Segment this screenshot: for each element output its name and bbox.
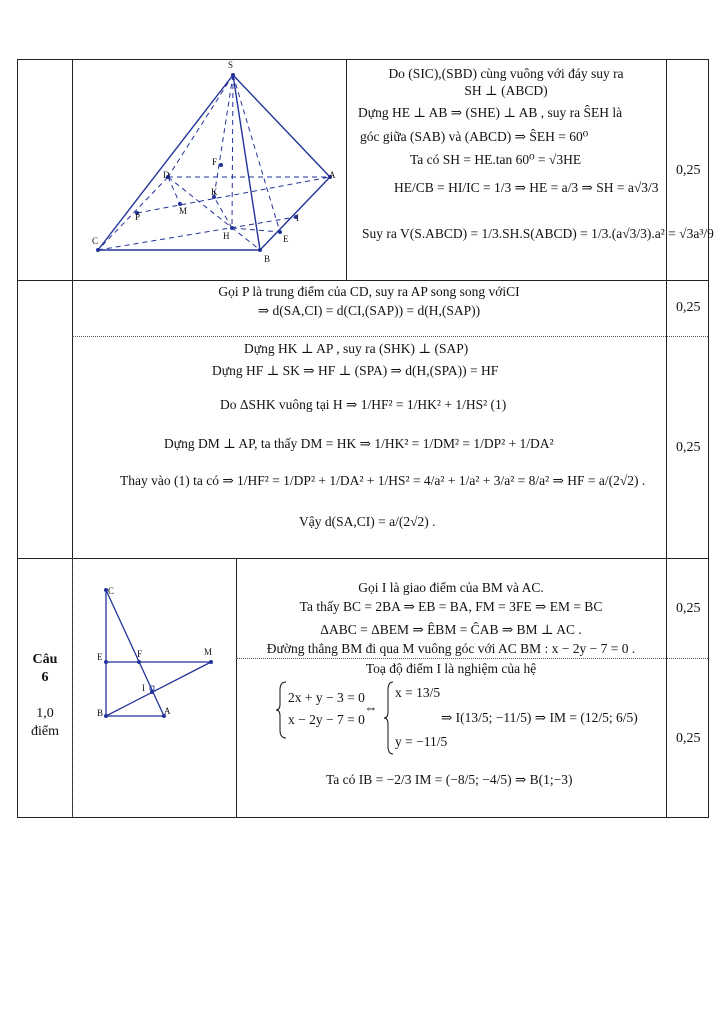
label-B2: B	[97, 708, 104, 718]
dotted-divider-row2	[72, 336, 708, 337]
col-divider-score	[666, 59, 667, 818]
cau6-part1-line-2: Ta thấy BC = 2BA ⇒ EB = BA, FM = 3FE ⇒ EM = BC	[299, 599, 603, 614]
table-bottom-border	[17, 817, 708, 818]
row1-line-1: Do (SIC),(SBD) cùng vuông với đáy suy ra	[388, 66, 624, 81]
figure-divider-row1	[346, 59, 347, 280]
label-F2: F	[137, 649, 143, 659]
equivalence-symbol: ⇔	[364, 700, 378, 715]
label-K: K	[211, 187, 218, 197]
edge-HK	[214, 197, 232, 228]
cau6-part1-line-3: ΔABC = ΔBEM ⇒ ÊBM = ĈAB ⇒ BM ⊥ AC .	[320, 622, 582, 637]
label-M2: M	[204, 647, 213, 657]
system-eq-1: 2x + y − 3 = 0	[288, 690, 365, 705]
row2-score: 0,25	[676, 300, 701, 315]
row1-line-7: Suy ra V(S.ABCD) = 1/3.SH.S(ABCD) = 1/3.(a√3/3).a² = √3a³/9	[362, 226, 714, 241]
question-points-line-1: 1,0	[36, 706, 54, 721]
label-E: E	[283, 234, 289, 244]
row1-line-3: Dựng HE ⊥ AB ⇒ (SHE) ⊥ AB , suy ra ŜEH là	[358, 105, 623, 120]
label-E2: E	[97, 652, 103, 662]
edge-DM	[168, 177, 180, 204]
label-C2: C	[108, 586, 115, 596]
cau6-part1-line-4: Đường thẳng BM đi qua M vuông góc với AC BM : x − 2y − 7 = 0 .	[266, 641, 636, 656]
solution-x: x = 13/5	[395, 685, 441, 700]
row1-line-4: góc giữa (SAB) và (ABCD) ⇒ ŜEH = 60⁰	[360, 129, 589, 144]
row1-line-2: SH ⊥ (ABCD)	[464, 83, 548, 98]
row2-line-1: Gọi P là trung điểm của CD, suy ra AP song song vớiCI	[218, 284, 520, 299]
row3-line-1: Dựng HK ⊥ AP , suy ra (SHK) ⊥ (SAP)	[244, 341, 469, 356]
row1-line-5: Ta có SH = HE.tan 60⁰ = √3HE	[410, 152, 582, 167]
label-C: C	[92, 236, 99, 246]
label-H: H	[223, 231, 230, 241]
segment-BM	[106, 662, 211, 716]
row1-score: 0,25	[676, 163, 701, 178]
table-left-border	[17, 59, 18, 818]
label-I2: I	[142, 683, 145, 693]
question-title-line-2: 6	[41, 670, 49, 685]
solution-y: y = −11/5	[395, 734, 448, 749]
label-F: F	[212, 157, 218, 167]
row3-line-4: Dựng DM ⊥ AP, ta thấy DM = HK ⇒ 1/HK² = 1/DM² = 1/DP² + 1/DA²	[164, 436, 554, 451]
point-B-result: Ta có IB = −2/3 IM = (−8/5; −4/5) ⇒ B(1;−3)	[326, 772, 573, 787]
row3-line-6: Vậy d(SA,CI) = a/(2√2) .	[299, 514, 436, 529]
row3-line-2: Dựng HF ⊥ SK ⇒ HF ⊥ (SPA) ⇒ d(H,(SPA)) = HF	[212, 363, 499, 378]
point-I-result: ⇒ I(13/5; −11/5) ⇒ IM = (12/5; 6/5)	[441, 710, 638, 725]
label-A: A	[329, 170, 336, 180]
edge-CI	[98, 217, 296, 250]
edge-SE	[233, 75, 280, 232]
label-A2: A	[164, 706, 171, 716]
edge-SB	[233, 75, 260, 250]
cau6-part1-score: 0,25	[676, 601, 701, 616]
triangle-figure	[80, 575, 230, 725]
label-I: I	[296, 213, 299, 223]
pyramid-figure	[73, 60, 346, 280]
label-D: D	[163, 170, 170, 180]
row1-line-6: HE/CB = HI/IC = 1/3 ⇒ HE = a/3 ⇒ SH = a√3/3	[394, 180, 659, 195]
edge-SA	[233, 75, 330, 177]
segment-CA	[106, 590, 164, 716]
cau6-part2-line-1: Toạ độ điểm I là nghiệm của hệ	[365, 661, 537, 676]
edge-DC	[98, 177, 168, 250]
system-eq-2: x − 2y − 7 = 0	[288, 712, 365, 727]
row3-line-5: Thay vào (1) ta có ⇒ 1/HF² = 1/DP² + 1/DA² + 1/HS² = 4/a² + 1/a² + 3/a² = 8/a² ⇒ HF = a/(2√2) .	[120, 473, 646, 488]
label-S: S	[228, 60, 234, 70]
left-brace-solution	[384, 680, 394, 756]
dotted-divider-cau6	[236, 658, 708, 659]
edge-SD	[168, 75, 233, 177]
row3-line-3: Do ΔSHK vuông tại H ⇒ 1/HF² = 1/HK² + 1/HS² (1)	[220, 397, 507, 412]
edge-SK	[214, 75, 233, 197]
row-divider-2	[17, 558, 708, 559]
figure-divider-cau6	[236, 558, 237, 817]
label-P: P	[135, 212, 141, 222]
question-points-line-2: điểm	[31, 724, 59, 739]
row3-score: 0,25	[676, 440, 701, 455]
question-title-line-1: Câu	[32, 652, 58, 667]
row2-line-2: ⇒ d(SA,CI) = d(CI,(SAP)) = d(H,(SAP))	[257, 303, 481, 318]
dotted-col-divider	[72, 558, 73, 817]
row-divider-1	[17, 280, 708, 281]
label-M: M	[179, 206, 188, 216]
label-B: B	[264, 254, 271, 264]
left-brace	[276, 680, 288, 740]
edge-SH	[232, 75, 233, 228]
cau6-part1-line-1: Gọi I là giao điểm của BM và AC.	[358, 580, 544, 595]
table-right-border	[708, 59, 709, 818]
cau6-part2-score: 0,25	[676, 731, 701, 746]
